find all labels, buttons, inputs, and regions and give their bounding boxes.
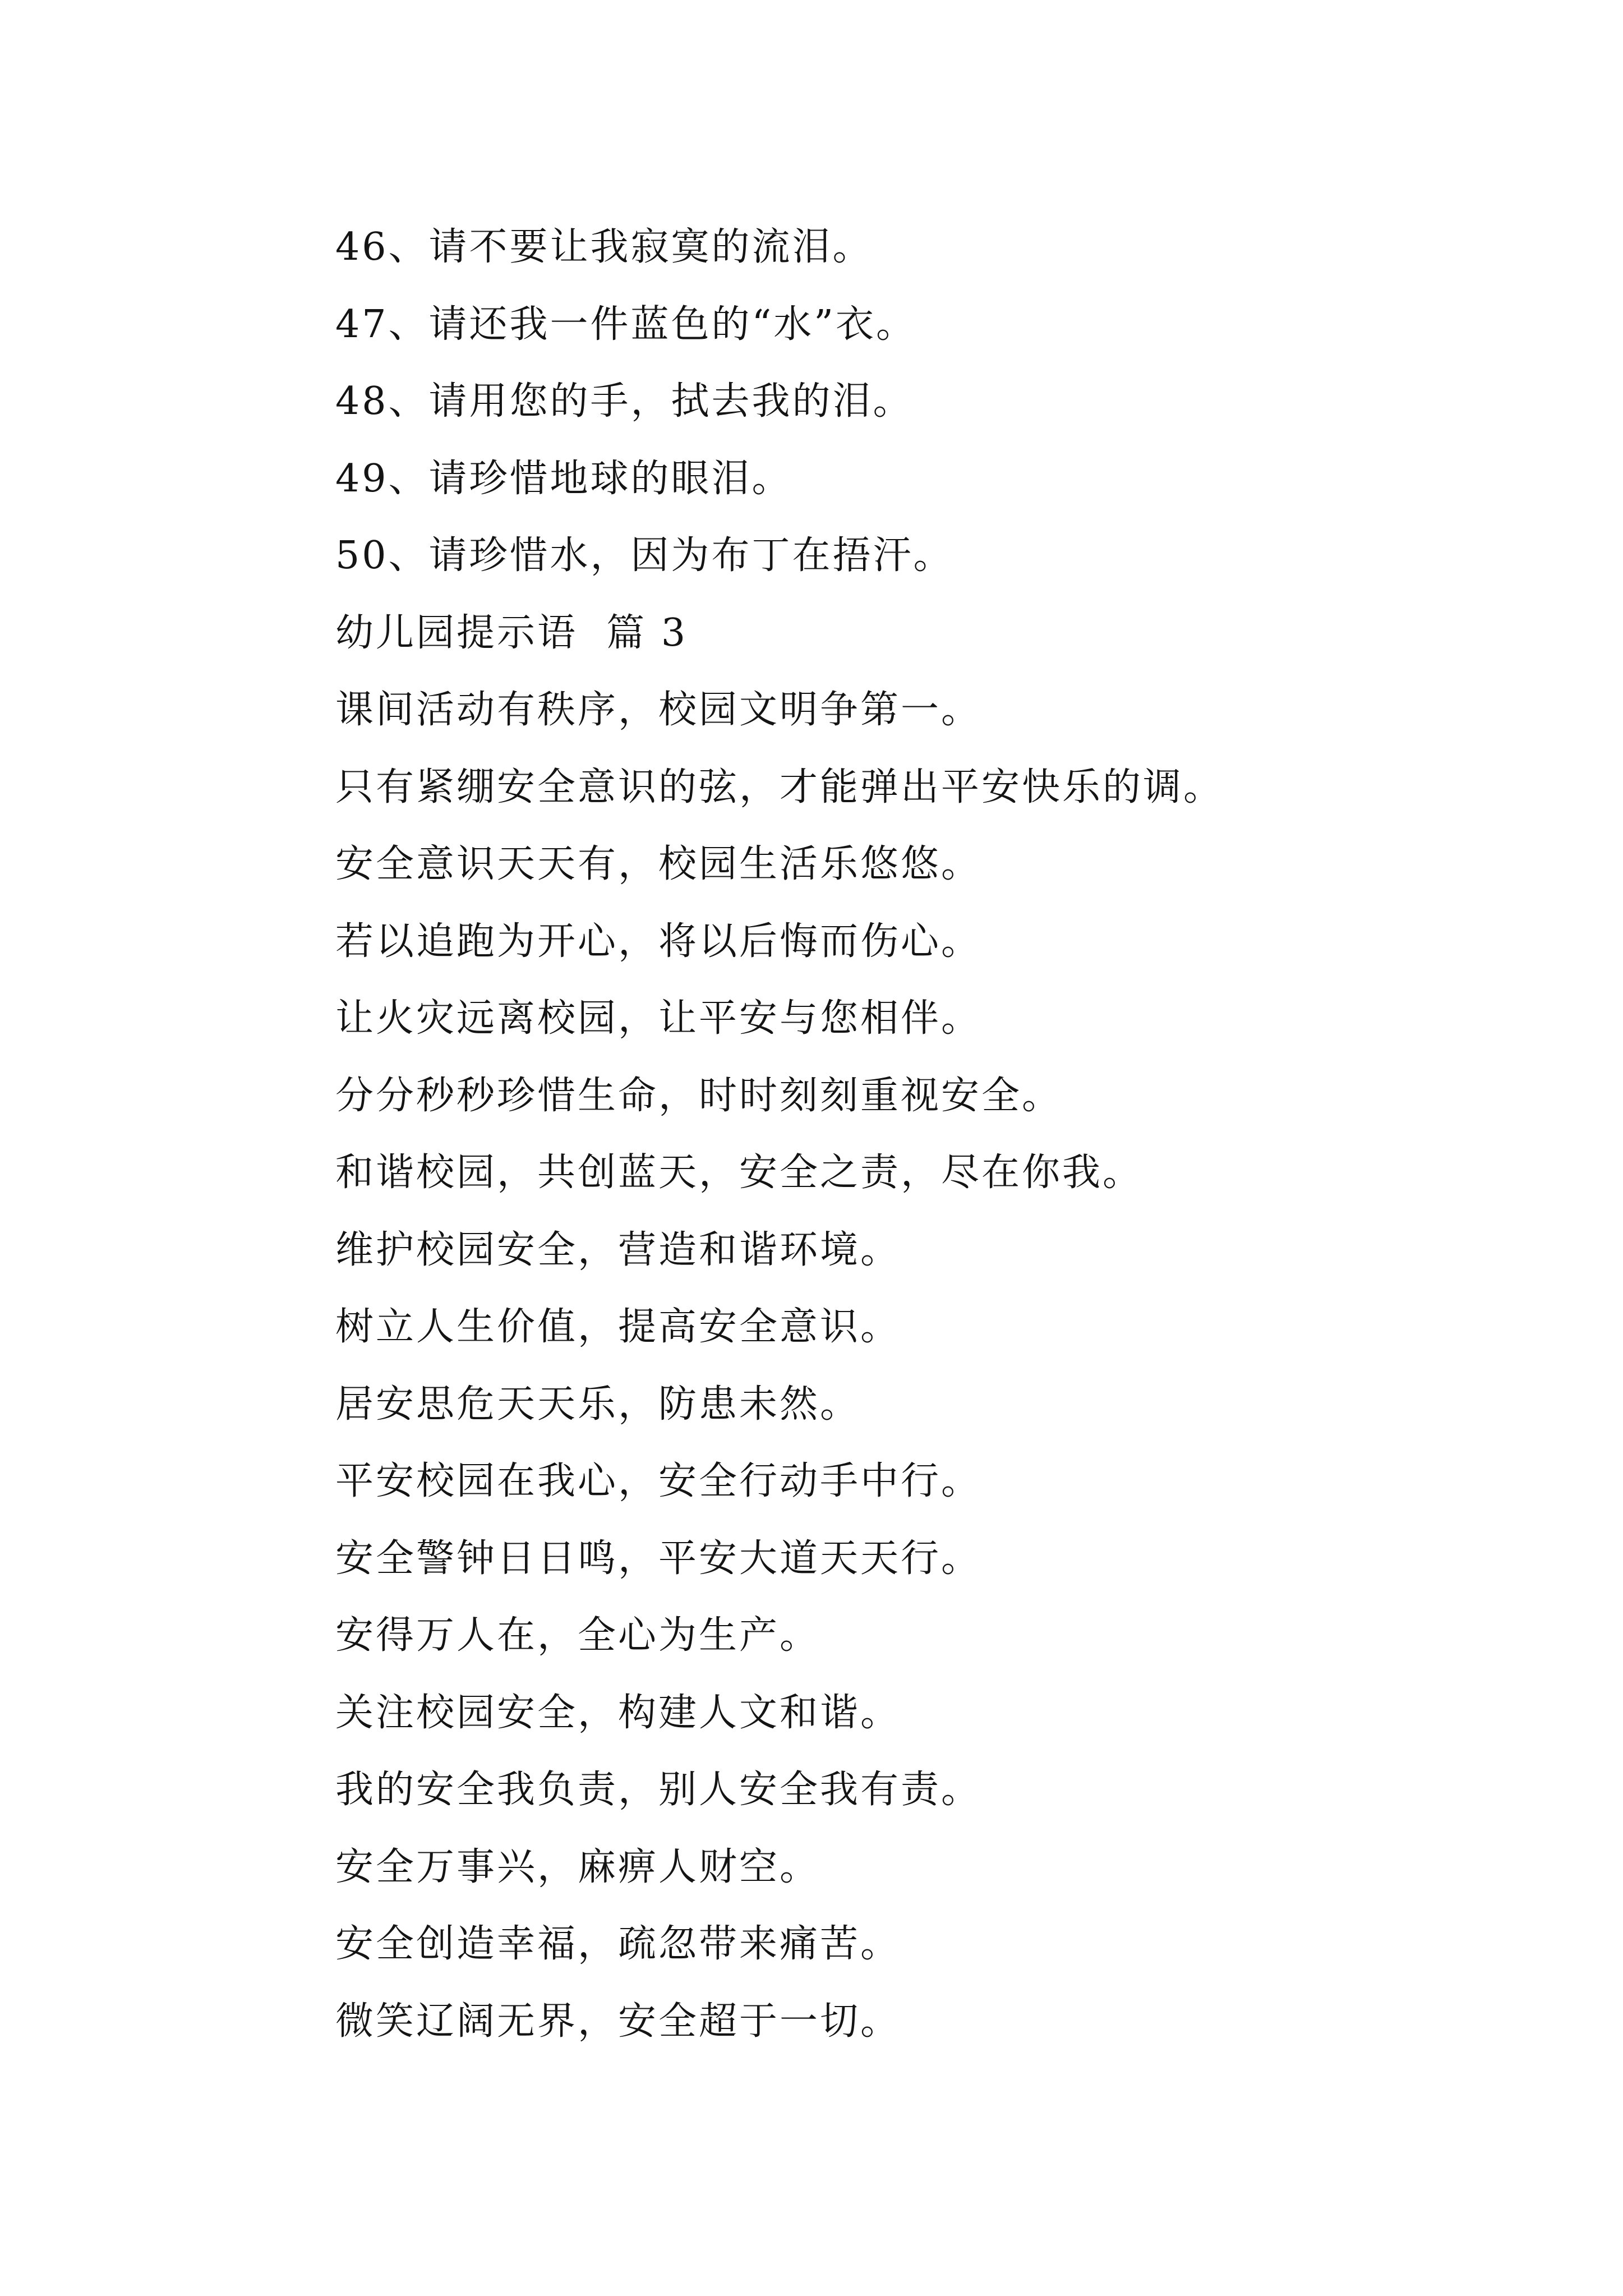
slogan-line: 我的安全我负责，别人安全我有责。 xyxy=(335,1768,982,1812)
slogan-line: 安得万人在，全心为生产。 xyxy=(335,1613,820,1658)
slogan-line: 微笑辽阔无界，安全超于一切。 xyxy=(335,1999,901,2044)
slogan-line: 分分秒秒珍惜生命，时时刻刻重视安全。 xyxy=(335,1073,1063,1118)
section-title: 幼儿园提示语 篇 3 xyxy=(335,610,688,655)
list-item: 49、请珍惜地球的眼泪。 xyxy=(335,456,792,501)
slogan-line: 课间活动有秩序，校园文明争第一。 xyxy=(335,688,982,732)
list-item: 50、请珍惜水，因为布丁在捂汗。 xyxy=(335,533,954,578)
slogan-line: 安全警钟日日鸣，平安大道天天行。 xyxy=(335,1536,982,1581)
list-item: 47、请还我一件蓝色的“水”衣。 xyxy=(335,302,917,347)
document-body xyxy=(335,209,1541,2060)
slogan-line: 居安思危天天乐，防患未然。 xyxy=(335,1382,861,1427)
slogan-line: 平安校园在我心，安全行动手中行。 xyxy=(335,1459,982,1503)
list-item: 48、请用您的手，拭去我的泪。 xyxy=(335,379,914,424)
slogan-line: 若以追跑为开心，将以后悔而伤心。 xyxy=(335,919,982,964)
list-item: 46、请不要让我寂寞的流泪。 xyxy=(335,225,873,269)
slogan-line: 让火灾远离校园，让平安与您相伴。 xyxy=(335,996,982,1041)
slogan-line: 安全意识天天有，校园生活乐悠悠。 xyxy=(335,842,982,886)
slogan-line: 和谐校园，共创蓝天，安全之责，尽在你我。 xyxy=(335,1151,1144,1195)
slogan-line: 安全万事兴，麻痹人财空。 xyxy=(335,1844,820,1889)
slogan-line: 关注校园安全，构建人文和谐。 xyxy=(335,1690,901,1735)
slogan-line: 只有紧绷安全意识的弦，才能弹出平安快乐的调。 xyxy=(335,765,1224,809)
slogan-line: 树立人生价值，提高安全意识。 xyxy=(335,1305,901,1349)
slogan-line: 维护校园安全，营造和谐环境。 xyxy=(335,1227,901,1272)
slogan-line: 安全创造幸福，疏忽带来痛苦。 xyxy=(335,1922,901,1966)
